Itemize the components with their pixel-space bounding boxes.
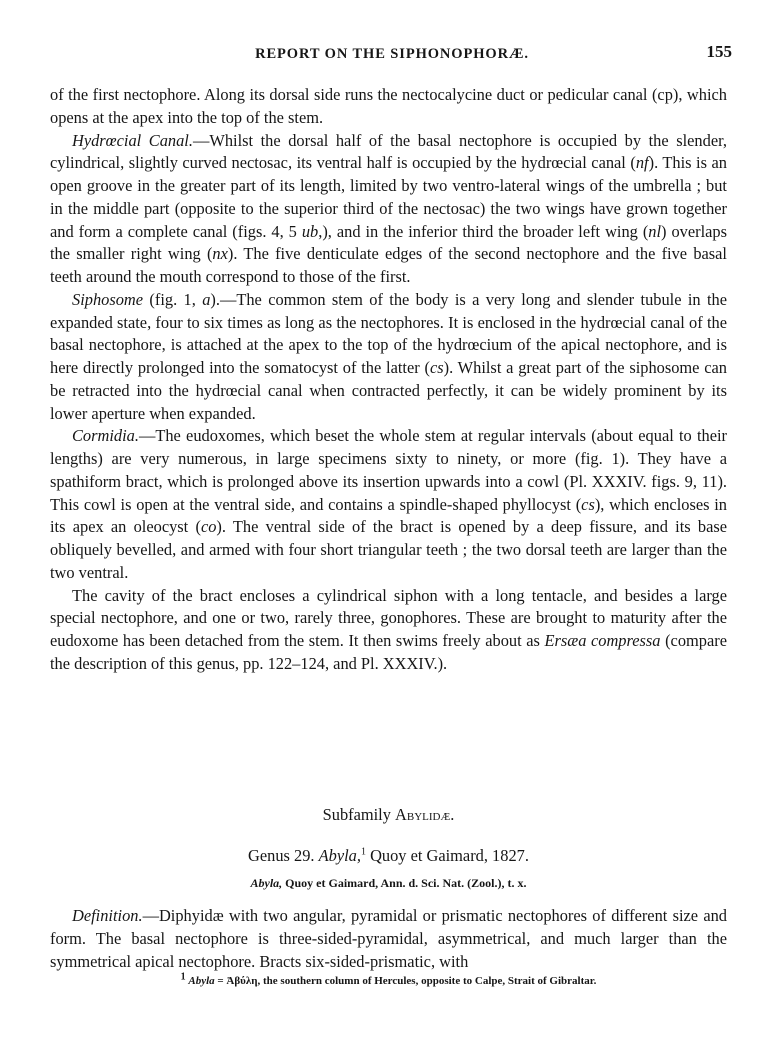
paragraph-text: (fig. 1, (143, 289, 203, 309)
genus-heading (50, 846, 727, 866)
body-text (50, 84, 727, 676)
paragraph-continuation (50, 84, 727, 130)
paragraph-text: ), which encloses in its apex an oleocyst ( (50, 494, 727, 537)
abbreviation: nx (212, 244, 228, 264)
paragraph-definition (50, 905, 727, 973)
genus-name: Abyla, (318, 846, 361, 865)
running-title: REPORT ON THE SIPHONOPHORÆ. (255, 46, 529, 62)
footnote (50, 971, 727, 987)
subfamily-prefix: Subfamily (322, 805, 396, 824)
subfamily-heading (50, 805, 727, 825)
paragraph-text: ,), and in the inferior third the broader left wing ( (318, 221, 649, 241)
paragraph-text: ) overlaps the smaller right wing ( (50, 221, 728, 264)
paragraph-bract-cavity (50, 585, 727, 676)
section-heading-siphosome: Siphosome (72, 289, 144, 309)
paragraph-text: ). The five denticulate edges of the second nectophore and the five basal teeth around the mouth correspond to those of the first. (50, 244, 727, 286)
genus-prefix: Genus 29. (248, 846, 319, 865)
abbreviation: nl (648, 221, 662, 241)
section-heading-cormidia: Cormidia. (72, 426, 139, 446)
species-name: Ersæa compressa (544, 631, 661, 650)
abbreviation: nf (635, 153, 649, 173)
section-heading-definition: Definition. (72, 906, 143, 925)
paragraph-text: ). The ventral side of the bract is opened by a deep fissure, and its base obliquely bevelled, and armed with four short triangular teeth ; the two dorsal teeth are larger than the two ventral. (50, 517, 727, 582)
abbreviation: cs (429, 358, 444, 377)
paragraph-text: ). Whilst a great part of the siphosome can be retracted into the hydrœcial canal when contracted perfectly, it can be widely prominent by its lower aperture when expanded. (50, 358, 727, 423)
page-number: 155 (706, 42, 732, 61)
abbreviation: cs (581, 494, 595, 514)
abbreviation: co (200, 517, 217, 537)
paragraph-text: ). This is an open groove in the greater part of its length, limited by two ventro-lateral wings of the umbrella ; but in the middle part (opposite to the superior third of the nectosac) the two wings have grown together and form a complete canal (figs. 4, 5 (50, 153, 727, 241)
abbreviation: ub (301, 221, 319, 241)
citation-text: Quoy et Gaimard, Ann. d. Sci. Nat. (Zool.), t. x. (282, 876, 527, 890)
running-header (52, 42, 732, 66)
paragraph-text: (compare the description of this genus, pp. 122–124, and Pl. XXXIV.). (50, 631, 727, 673)
footnote-reference[interactable]: 1 (360, 846, 366, 858)
paragraph-siphosome (50, 289, 727, 426)
paragraph-hydroecial-canal (50, 130, 727, 289)
genus-authority: Quoy et Gaimard, 1827. (365, 846, 529, 865)
abbreviation: a (202, 289, 211, 309)
subfamily-name: Abylidæ. (395, 805, 455, 824)
paragraph-text: of the first nectophore. Along its dorsal side runs the nectocalycine duct or pedicular canal (cp), which opens at the apex into the top of the stem. (50, 85, 727, 127)
paragraph-text: The cavity of the bract encloses a cylindrical siphon with a long tentacle, and besides a large special nectophore, and one or two, rarely three, gonophores. These are brought to maturity after the eudoxome has been detached from the stem. It then swims freely about as (50, 585, 727, 650)
section-heading-hydroecial-canal: Hydrœcial Canal. (72, 130, 193, 150)
paragraph-cormidia (50, 425, 727, 584)
citation-name: Abyla, (250, 876, 283, 890)
footnote-term: Abyla (188, 975, 215, 987)
footnote-text: = Ἀβύλη, the southern column of Hercules, opposite to Calpe, Strait of Gibraltar. (214, 975, 597, 987)
paragraph-text: —Whilst the dorsal half of the basal nectophore is occupied by the slender, cylindrical, slightly curved nectosac, its ventral half is occupied by the hydrœcial canal ( (50, 130, 728, 173)
paragraph-text: —Diphyidæ with two angular, pyramidal or prismatic nectophores of different size and form. The basal nectophore is three-sided-pyramidal, asymmetrical, and much larger than the symmetrical apical nectophore. Bracts six-sided-prismatic, with (50, 906, 727, 971)
footnote-mark: 1 (180, 971, 186, 983)
paragraph-text: —The eudoxomes, which beset the whole stem at regular intervals (about equal to their lengths) are very numerous, in large specimens sixty to ninety, or more (fig. 1). They have a spathiform bract, which is prolonged above its insertion upwards into a cowl (Pl. XXXIV. figs. 9, 11). This cowl is open at the ventral side, and contains a spindle-shaped phyllocyst ( (50, 426, 727, 514)
genus-citation (50, 876, 727, 891)
paragraph-text: ).—The common stem of the body is a very long and slender tubule in the expanded state, four to six times as long as the nectophores. It is enclosed in the hydrœcial canal of the basal nectophore, is attached at the apex to the top of the hydrœcium of the apical nectophore, and is here directly prolonged into the somatocyst of the latter ( (50, 289, 727, 377)
definition-block (50, 905, 727, 973)
